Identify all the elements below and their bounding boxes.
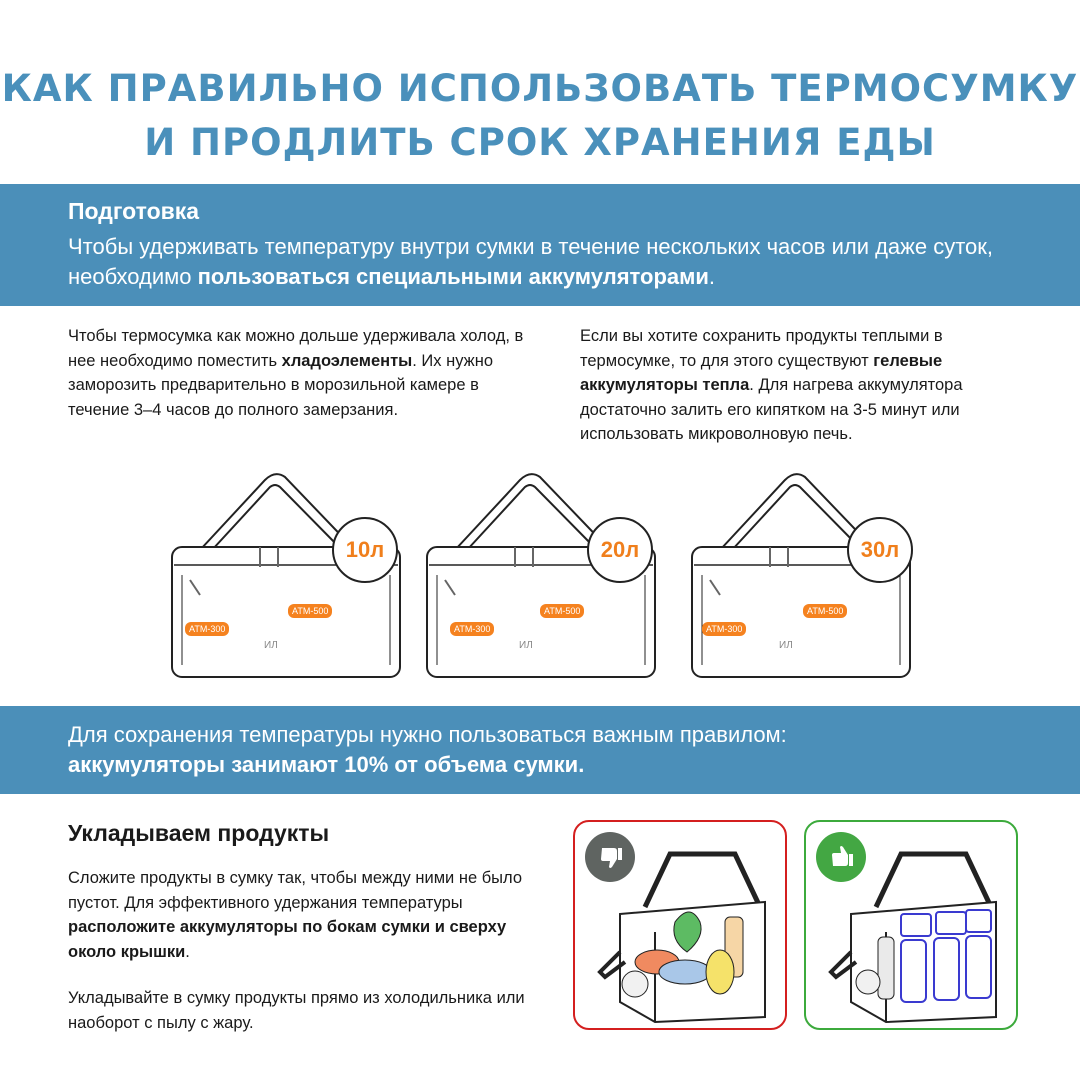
il-label: ИЛ <box>519 640 533 651</box>
packing-text-1 <box>68 866 548 964</box>
preparation-heading: Подготовка <box>68 198 200 224</box>
good-packing-card <box>804 820 1018 1030</box>
cold-elements-text <box>68 324 538 422</box>
preparation-text-bold: пользоваться специальными аккумуляторами <box>197 264 709 289</box>
packing-text-1-bold: расположите аккумуляторы по бокам сумки и сверху около крышки <box>68 918 507 961</box>
warm-elements-text <box>580 324 1040 447</box>
rule-text <box>68 720 1018 780</box>
cold-text-a: Чтобы термосумка как можно дольше удерживала холод, в нее необходимо поместить <box>68 327 524 370</box>
atm-500-label: ATM-500 <box>803 604 847 618</box>
rule-text-bold: аккумуляторы занимают 10% от объема сумки. <box>68 752 585 777</box>
atm-300-label: ATM-300 <box>702 622 746 636</box>
bag-illustration-30l <box>680 455 930 695</box>
warm-text-b: . Для нагрева аккумулятора достаточно залить его кипятком на 3-5 минут или использовать микроволновую печь. <box>580 376 963 443</box>
warm-text-bold: гелевые аккумуляторы тепла <box>580 351 943 394</box>
atm-500-label: ATM-500 <box>540 604 584 618</box>
preparation-banner <box>0 184 1080 306</box>
preparation-text-b: . <box>708 264 716 289</box>
cold-text-bold: хладоэлементы <box>281 351 413 370</box>
packing-text-1-a: Сложите продукты в сумку так, чтобы между ними не было пустот. Для эффективного удержания температуры <box>68 869 523 912</box>
page-title <box>0 62 1080 170</box>
bad-packing-card <box>573 820 787 1030</box>
preparation-text <box>68 232 1018 292</box>
title-line-1: КАК ПРАВИЛЬНО ИСПОЛЬЗОВАТЬ ТЕРМОСУМКУ <box>1 67 1079 110</box>
size-badge: 20л <box>587 517 653 583</box>
packing-text-1-b: . <box>185 942 190 961</box>
atm-300-label: ATM-300 <box>450 622 494 636</box>
il-label: ИЛ <box>779 640 793 651</box>
cold-text-b: . Их нужно заморозить предварительно в морозильной камере в течение 3–4 часов до полного замерзания. <box>68 351 494 419</box>
bag-illustration-10l <box>160 455 410 695</box>
il-label: ИЛ <box>264 640 278 651</box>
packing-heading: Укладываем продукты <box>68 820 330 846</box>
title-line-2: И ПРОДЛИТЬ СРОК ХРАНЕНИЯ ЕДЫ <box>144 121 936 164</box>
atm-500-label: ATM-500 <box>288 604 332 618</box>
bag-with-batteries-drawing <box>806 822 1016 1028</box>
bag-with-products-drawing <box>575 822 785 1028</box>
rule-banner <box>0 706 1080 794</box>
size-badge: 10л <box>332 517 398 583</box>
preparation-text-a: Чтобы удерживать температуру внутри сумки в течение нескольких часов или даже суток, необходимо <box>68 234 994 289</box>
packing-text-2: Укладывайте в сумку продукты прямо из холодильника или наоборот с пылу с жару. <box>68 989 525 1032</box>
atm-300-label: ATM-300 <box>185 622 229 636</box>
warm-text-a: Если вы хотите сохранить продукты теплыми в термосумке, то для этого существуют <box>580 327 943 370</box>
size-badge: 30л <box>847 517 913 583</box>
rule-text-regular: Для сохранения температуры нужно пользоваться важным правилом: <box>68 722 787 747</box>
bag-illustration-20l <box>415 455 665 695</box>
